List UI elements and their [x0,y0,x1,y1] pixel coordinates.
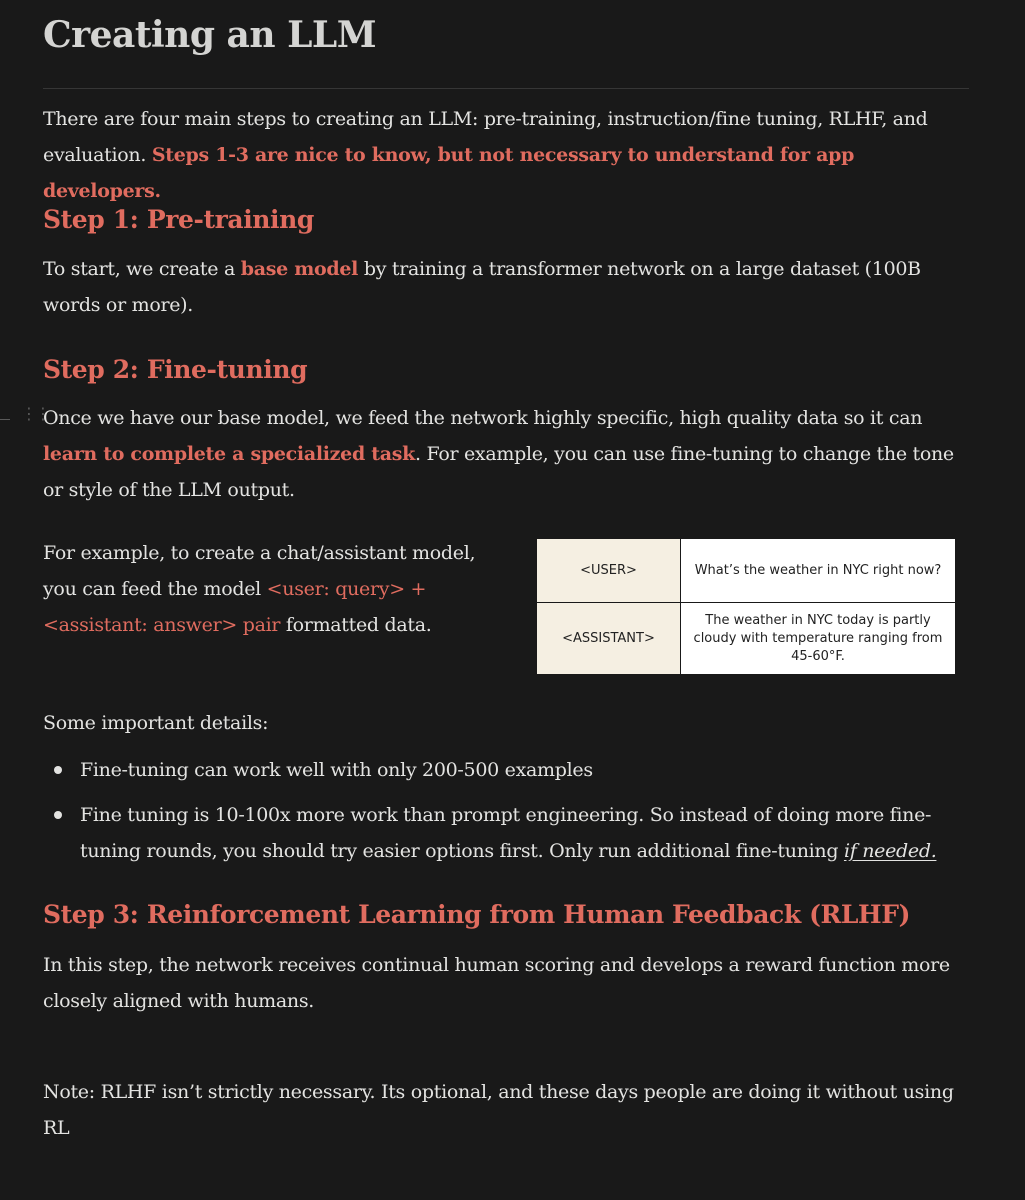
list-item[interactable] [80,752,970,788]
intro-paragraph[interactable] [43,101,969,209]
chat-format-table [536,538,956,675]
step2-text-before: Once we have our base model, we feed the network highly specific, high quality data so it can [43,407,923,429]
table-row [537,603,956,675]
step1-text-after: by training a transformer network on a large dataset (100B words or more). [43,258,921,316]
list-item-text: Fine tuning is 10-100x more work than prompt engineering. So instead of doing more fine-tuning rounds, you should try easier options first. Only run additional fine-tuning [80,804,932,862]
list-item[interactable] [80,797,970,869]
step2-text-after: . For example, you can use fine-tuning to change the tone or style of the LLM output. [43,443,954,501]
intro-text: There are four main steps to creating an LLM: pre-training, instruction/fine tuning, RLHF, and evaluation. [43,108,928,166]
step1-text-before: To start, we create a [43,258,241,280]
step1-paragraph[interactable] [43,251,943,323]
details-heading[interactable]: Some important details: [43,712,269,734]
step1-heading[interactable]: Step 1: Pre-training [43,205,315,234]
intro-highlight: Steps 1-3 are nice to know, but not necessary to understand for app developers. [43,144,855,202]
list-item-text: Fine-tuning can work well with only 200-500 examples [80,759,593,781]
step1-highlight: base model [240,258,359,280]
block-indicator [0,419,10,420]
step2-highlight: learn to complete a specialized task [43,443,415,465]
user-message-cell: What’s the weather in NYC right now? [681,539,956,603]
chat-example-before: For example, to create a chat/assistant model, you can feed the model [43,542,476,600]
assistant-role-cell: <ASSISTANT> [537,603,681,675]
chat-example-paragraph[interactable] [43,535,483,643]
step3-heading[interactable]: Step 3: Reinforcement Learning from Human Feedback (RLHF) [43,900,911,929]
title-divider [43,88,969,89]
step2-paragraph[interactable] [43,400,969,508]
table-row [537,539,956,603]
page-title: Creating an LLM [43,14,377,56]
list-item-emphasis: if needed. [843,840,937,862]
rlhf-note[interactable]: Note: RLHF isn’t strictly necessary. Its optional, and these days people are doing it without using RL [43,1081,954,1139]
details-list [43,752,970,878]
chat-example-highlight: <user: query> + <assistant: answer> pair [43,578,427,636]
drag-handle-icon[interactable]: ⋮⋮ [21,404,49,423]
step2-heading[interactable]: Step 2: Fine-tuning [43,355,308,384]
assistant-message-cell: The weather in NYC today is partly cloudy with temperature ranging from 45-60°F. [681,603,956,675]
user-role-cell: <USER> [537,539,681,603]
step3-paragraph[interactable]: In this step, the network receives continual human scoring and develops a reward function more closely aligned with humans. [43,954,950,1012]
chat-example-after: formatted data. [280,614,432,636]
